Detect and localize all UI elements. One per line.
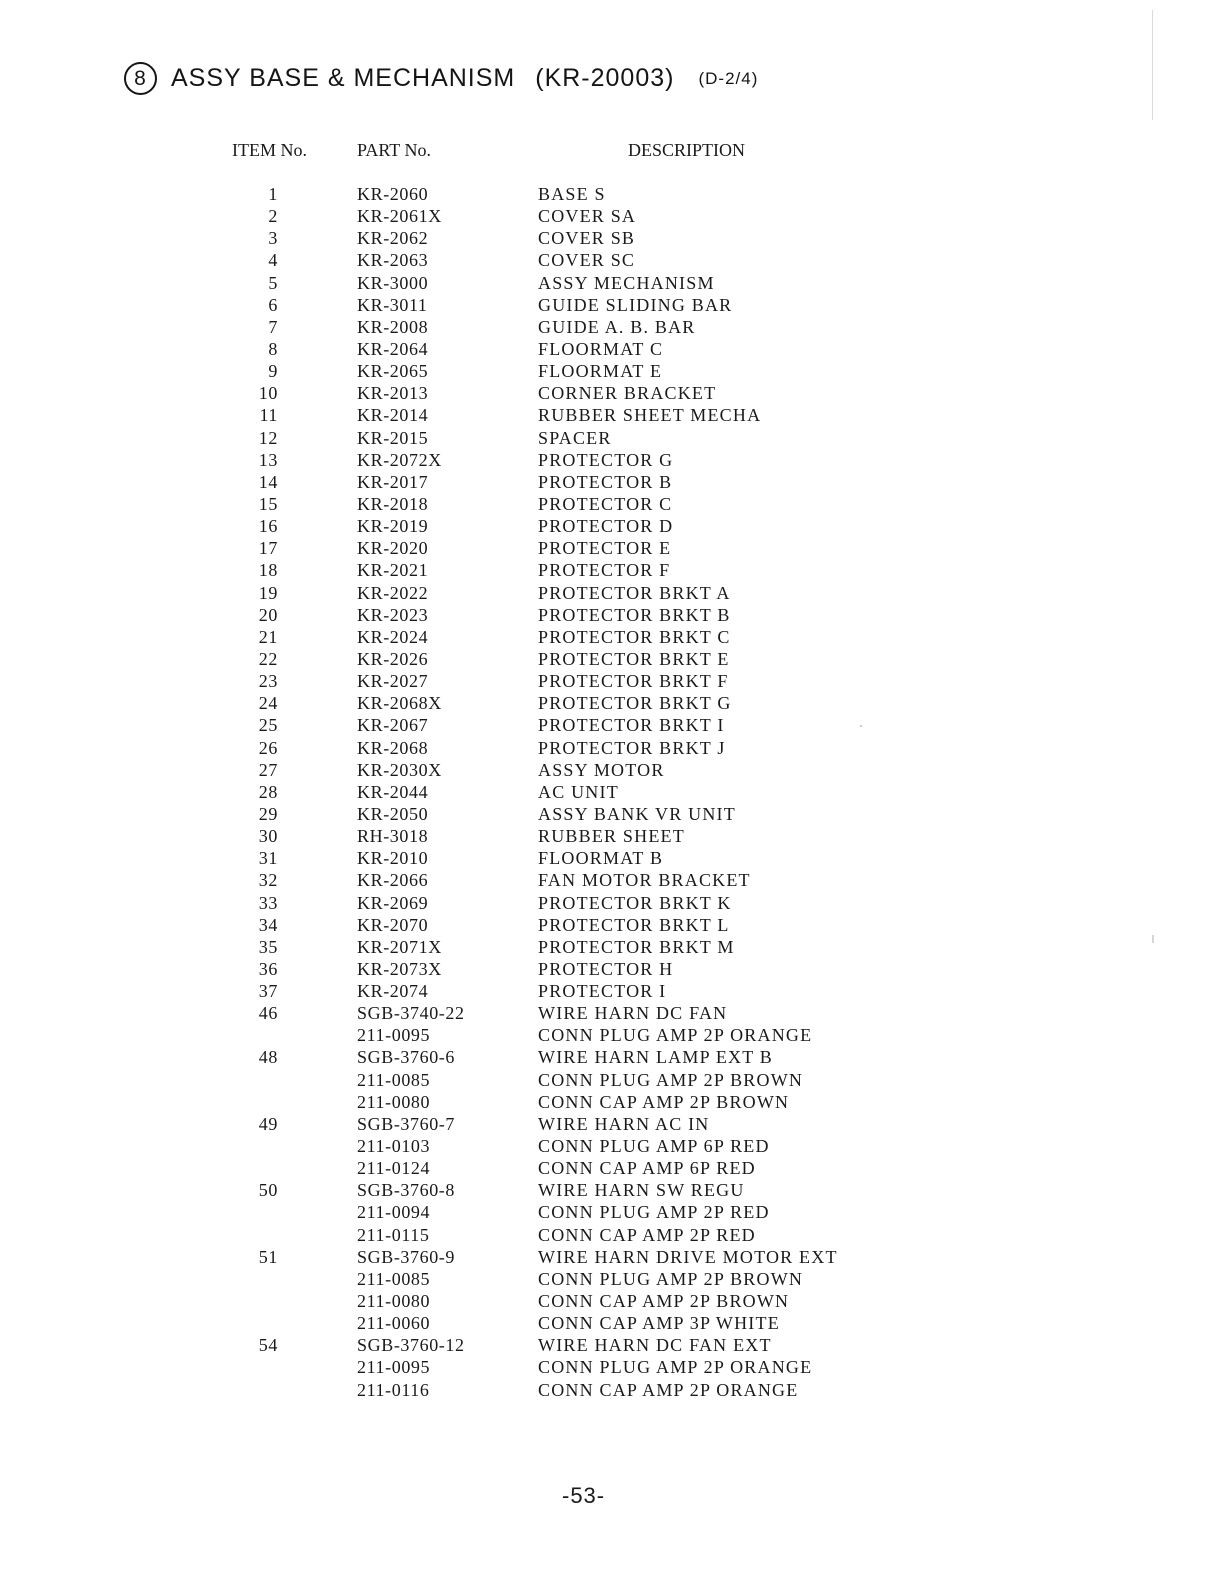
item-number: 20 — [258, 604, 278, 625]
table-row — [0, 1180, 1224, 1202]
item-number: 10 — [258, 383, 278, 404]
table-row — [0, 804, 1224, 826]
part-number: KR-2008 — [357, 316, 429, 337]
column-header-part: PART No. — [357, 140, 431, 160]
part-description: CORNER BRACKET — [538, 383, 717, 404]
item-number: 26 — [258, 737, 278, 758]
part-number: KR-2044 — [357, 781, 429, 802]
table-row — [0, 1047, 1224, 1069]
table-row — [0, 228, 1224, 250]
table-row — [0, 450, 1224, 472]
part-description: PROTECTOR BRKT C — [538, 626, 731, 647]
table-row — [0, 893, 1224, 915]
part-description: SPACER — [538, 427, 612, 448]
part-number: KR-2067 — [357, 715, 429, 736]
table-row — [0, 649, 1224, 671]
item-number: 25 — [258, 715, 278, 736]
table-row — [0, 317, 1224, 339]
part-number: KR-3000 — [357, 272, 429, 293]
scan-mark — [1152, 935, 1154, 943]
part-number: KR-2064 — [357, 338, 429, 359]
part-number: KR-2014 — [357, 405, 429, 426]
part-description: COVER SC — [538, 250, 636, 271]
table-row — [0, 1092, 1224, 1114]
part-description: COVER SA — [538, 206, 637, 227]
item-number: 34 — [258, 914, 278, 935]
part-description: PROTECTOR G — [538, 449, 674, 470]
part-description: PROTECTOR BRKT K — [538, 892, 732, 913]
item-number: 1 — [268, 184, 278, 204]
page-title — [124, 62, 758, 95]
part-number: 211-0094 — [357, 1202, 431, 1223]
part-description: PROTECTOR BRKT L — [538, 914, 730, 935]
part-number: KR-2026 — [357, 648, 429, 669]
item-number: 11 — [259, 405, 278, 426]
table-row — [0, 273, 1224, 295]
table-row — [0, 472, 1224, 494]
table-row — [0, 250, 1224, 272]
part-number: KR-2063 — [357, 250, 429, 271]
table-row — [0, 583, 1224, 605]
item-number: 35 — [258, 936, 278, 957]
table-row — [0, 405, 1224, 427]
part-description: FLOORMAT E — [538, 361, 663, 382]
sheet-reference: (D-2/4) — [698, 68, 759, 88]
part-number: 211-0095 — [357, 1025, 431, 1046]
item-number: 16 — [258, 516, 278, 537]
part-number: SGB-3760-6 — [357, 1047, 456, 1068]
table-row — [0, 915, 1224, 937]
part-number: KR-2022 — [357, 582, 429, 603]
table-row — [0, 605, 1224, 627]
part-number: SGB-3760-7 — [357, 1113, 456, 1134]
part-number: KR-2062 — [357, 228, 429, 249]
part-number: KR-2013 — [357, 383, 429, 404]
item-number: 24 — [258, 693, 278, 714]
item-number: 29 — [258, 803, 278, 824]
table-row — [0, 1158, 1224, 1180]
table-row — [0, 1380, 1224, 1402]
part-number: 211-0124 — [357, 1158, 431, 1179]
part-description: FLOORMAT C — [538, 338, 664, 359]
item-number: 19 — [258, 582, 278, 603]
part-description: WIRE HARN DC FAN — [538, 1003, 728, 1024]
part-number: KR-2074 — [357, 981, 429, 1002]
item-number: 36 — [258, 958, 278, 979]
part-description: CONN CAP AMP 2P BROWN — [538, 1291, 790, 1312]
title-text: ASSY BASE & MECHANISM — [171, 64, 516, 92]
part-number: 211-0060 — [357, 1313, 431, 1334]
part-number: KR-2061X — [357, 206, 442, 227]
table-row — [0, 1335, 1224, 1357]
item-number: 31 — [258, 848, 278, 869]
item-number: 28 — [258, 781, 278, 802]
item-number: 48 — [258, 1047, 278, 1068]
part-description: RUBBER SHEET MECHA — [538, 405, 762, 426]
part-description: CONN PLUG AMP 2P RED — [538, 1202, 770, 1223]
table-row — [0, 671, 1224, 693]
part-description: PROTECTOR BRKT G — [538, 693, 732, 714]
part-number: KR-2068X — [357, 693, 442, 714]
table-row — [0, 870, 1224, 892]
table-row — [0, 1003, 1224, 1025]
part-description: PROTECTOR BRKT E — [538, 648, 730, 669]
table-row — [0, 339, 1224, 361]
table-row — [0, 516, 1224, 538]
part-description: PROTECTOR F — [538, 560, 671, 581]
part-number: KR-2020 — [357, 538, 429, 559]
item-number: 50 — [258, 1180, 278, 1201]
item-number: 14 — [258, 471, 278, 492]
part-description: CONN CAP AMP 6P RED — [538, 1158, 756, 1179]
parts-list — [0, 184, 1224, 1402]
part-number: SGB-3740-22 — [357, 1003, 465, 1024]
part-number: KR-2065 — [357, 361, 429, 382]
part-number: 211-0080 — [357, 1091, 431, 1112]
part-description: CONN CAP AMP 2P BROWN — [538, 1091, 790, 1112]
table-row — [0, 627, 1224, 649]
table-row — [0, 560, 1224, 582]
item-number: 32 — [258, 870, 278, 891]
part-description: BASE S — [538, 184, 606, 204]
part-description: GUIDE SLIDING BAR — [538, 294, 733, 315]
table-row — [0, 937, 1224, 959]
column-header-item: ITEM No. — [232, 140, 307, 160]
part-number: KR-2024 — [357, 626, 429, 647]
part-number: KR-2019 — [357, 516, 429, 537]
part-description: ASSY BANK VR UNIT — [538, 803, 736, 824]
item-number: 12 — [258, 427, 278, 448]
item-number: 9 — [268, 361, 278, 382]
part-description: CONN CAP AMP 2P RED — [538, 1224, 756, 1245]
item-number: 18 — [258, 560, 278, 581]
item-number: 8 — [268, 338, 278, 359]
table-row — [0, 959, 1224, 981]
item-number: 4 — [268, 250, 278, 271]
part-description: ASSY MECHANISM — [538, 272, 715, 293]
table-row — [0, 1025, 1224, 1047]
table-row — [0, 1291, 1224, 1313]
part-number: KR-2017 — [357, 471, 429, 492]
part-description: WIRE HARN DC FAN EXT — [538, 1335, 772, 1356]
item-number: 46 — [258, 1003, 278, 1024]
table-row — [0, 538, 1224, 560]
table-row — [0, 361, 1224, 383]
part-number: KR-2015 — [357, 427, 429, 448]
part-number: KR-3011 — [357, 294, 428, 315]
part-number: 211-0103 — [357, 1136, 431, 1157]
part-description: WIRE HARN SW REGU — [538, 1180, 745, 1201]
item-number: 30 — [258, 826, 278, 847]
part-description: CONN PLUG AMP 2P ORANGE — [538, 1025, 813, 1046]
part-number: KR-2018 — [357, 493, 429, 514]
part-number: KR-2023 — [357, 604, 429, 625]
part-description: COVER SB — [538, 228, 636, 249]
table-row — [0, 1225, 1224, 1247]
table-row — [0, 693, 1224, 715]
scan-mark — [860, 725, 862, 727]
part-description: PROTECTOR BRKT M — [538, 936, 735, 957]
part-number: 211-0116 — [357, 1379, 430, 1400]
part-number: KR-2030X — [357, 759, 442, 780]
part-description: PROTECTOR BRKT J — [538, 737, 726, 758]
item-number: 22 — [258, 648, 278, 669]
part-description: CONN CAP AMP 3P WHITE — [538, 1313, 780, 1334]
item-number: 37 — [258, 981, 278, 1002]
item-number: 3 — [268, 228, 278, 249]
part-number: KR-2066 — [357, 870, 429, 891]
item-number: 17 — [258, 538, 278, 559]
table-row — [0, 848, 1224, 870]
item-number: 6 — [268, 294, 278, 315]
item-number: 2 — [268, 206, 278, 227]
part-description: CONN PLUG AMP 2P BROWN — [538, 1069, 804, 1090]
part-number: SGB-3760-9 — [357, 1246, 456, 1267]
table-row — [0, 715, 1224, 737]
part-description: PROTECTOR H — [538, 958, 674, 979]
part-description: CONN PLUG AMP 2P BROWN — [538, 1268, 804, 1289]
part-description: FAN MOTOR BRACKET — [538, 870, 751, 891]
table-row — [0, 206, 1224, 228]
table-row — [0, 295, 1224, 317]
page-number: -53- — [562, 1483, 606, 1508]
assembly-code: (KR-20003) — [535, 64, 675, 92]
part-number: KR-2021 — [357, 560, 429, 581]
section-number-badge: 8 — [124, 62, 157, 95]
table-row — [0, 1357, 1224, 1379]
item-number: 7 — [268, 316, 278, 337]
part-description: PROTECTOR BRKT F — [538, 671, 729, 692]
part-description: GUIDE A. B. BAR — [538, 316, 696, 337]
table-row — [0, 184, 1224, 206]
part-number: KR-2060 — [357, 184, 429, 204]
part-description: PROTECTOR BRKT I — [538, 715, 725, 736]
table-row — [0, 1070, 1224, 1092]
part-number: KR-2071X — [357, 936, 442, 957]
part-description: WIRE HARN AC IN — [538, 1113, 710, 1134]
part-description: PROTECTOR B — [538, 471, 673, 492]
part-number: SGB-3760-12 — [357, 1335, 465, 1356]
part-number: 211-0115 — [357, 1224, 430, 1245]
part-description: CONN CAP AMP 2P ORANGE — [538, 1379, 799, 1400]
table-row — [0, 760, 1224, 782]
part-description: CONN PLUG AMP 2P ORANGE — [538, 1357, 813, 1378]
part-number: KR-2068 — [357, 737, 429, 758]
part-number: 211-0085 — [357, 1268, 431, 1289]
item-number: 15 — [258, 493, 278, 514]
table-row — [0, 1136, 1224, 1158]
item-number: 27 — [258, 759, 278, 780]
part-number: 211-0080 — [357, 1291, 431, 1312]
item-number: 23 — [258, 671, 278, 692]
part-description: WIRE HARN DRIVE MOTOR EXT — [538, 1246, 838, 1267]
item-number: 21 — [258, 626, 278, 647]
part-description: AC UNIT — [538, 781, 619, 802]
part-number: 211-0085 — [357, 1069, 431, 1090]
table-row — [0, 981, 1224, 1003]
part-description: ASSY MOTOR — [538, 759, 665, 780]
table-row — [0, 1202, 1224, 1224]
part-description: WIRE HARN LAMP EXT B — [538, 1047, 773, 1068]
table-row — [0, 1313, 1224, 1335]
scan-mark — [1152, 10, 1153, 120]
part-number: KR-2069 — [357, 892, 429, 913]
part-number: RH-3018 — [357, 826, 429, 847]
item-number: 13 — [258, 449, 278, 470]
part-number: KR-2010 — [357, 848, 429, 869]
part-number: KR-2070 — [357, 914, 429, 935]
item-number: 49 — [258, 1113, 278, 1134]
table-row — [0, 1269, 1224, 1291]
table-row — [0, 1114, 1224, 1136]
part-number: KR-2027 — [357, 671, 429, 692]
item-number: 5 — [268, 272, 278, 293]
part-number: KR-2072X — [357, 449, 442, 470]
part-description: PROTECTOR C — [538, 493, 673, 514]
part-description: PROTECTOR BRKT A — [538, 582, 731, 603]
part-description: PROTECTOR D — [538, 516, 674, 537]
table-row — [0, 428, 1224, 450]
table-row — [0, 1247, 1224, 1269]
part-number: KR-2050 — [357, 803, 429, 824]
table-row — [0, 383, 1224, 405]
part-description: PROTECTOR BRKT B — [538, 604, 731, 625]
part-number: SGB-3760-8 — [357, 1180, 456, 1201]
part-number: KR-2073X — [357, 958, 442, 979]
table-row — [0, 826, 1224, 848]
item-number: 51 — [258, 1246, 278, 1267]
item-number: 33 — [258, 892, 278, 913]
part-description: RUBBER SHEET — [538, 826, 685, 847]
table-row — [0, 494, 1224, 516]
part-number: 211-0095 — [357, 1357, 431, 1378]
part-description: CONN PLUG AMP 6P RED — [538, 1136, 770, 1157]
item-number: 54 — [258, 1335, 278, 1356]
column-header-description: DESCRIPTION — [628, 140, 746, 160]
part-description: PROTECTOR I — [538, 981, 667, 1002]
part-description: PROTECTOR E — [538, 538, 672, 559]
part-description: FLOORMAT B — [538, 848, 664, 869]
table-row — [0, 738, 1224, 760]
table-row — [0, 782, 1224, 804]
